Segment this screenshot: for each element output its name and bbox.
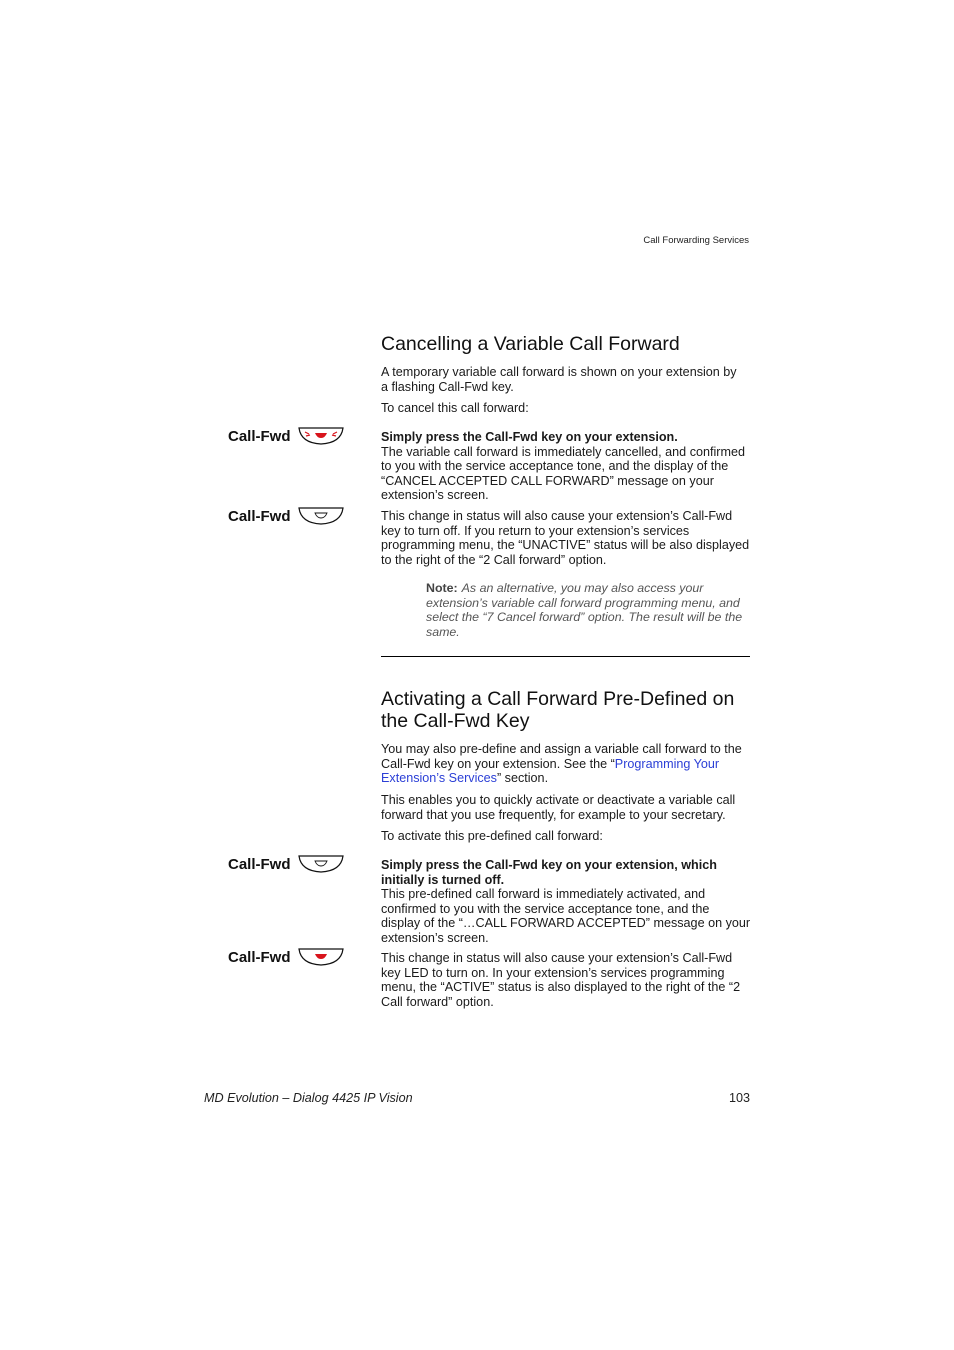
section2-step-result: This pre-defined call forward is immediately activated, and confirmed to you with the service acceptance tone, and the display of the “…CALL FORWARD ACCEPTED” message on your extension’s screen. [381, 887, 751, 945]
note-label: Note: [426, 581, 458, 595]
section2-para2: This enables you to quickly activate or deactivate a variable call forward that you use frequently, for example to your secretary. [381, 793, 736, 822]
section1-status-text: This change in status will also cause your extension’s Call-Fwd key to turn off. If you return to your extension’s services programming menu, the “UNACTIVE” status will be also displayed to the right of the “2 Call forward” option. [381, 509, 750, 567]
running-head: Call Forwarding Services [643, 235, 749, 246]
section1-step-result: The variable call forward is immediately cancelled, and confirmed to you with the service acceptance tone, and the display of the “CANCEL ACCEPTED CALL FORWARD” message on your extension’s screen. [381, 444, 745, 503]
section1-step-instruction: Simply press the Call-Fwd key on your extension. [381, 430, 678, 444]
section2-intro [381, 742, 747, 786]
key-off-icon [297, 506, 345, 526]
section2-step-instruction: Simply press the Call-Fwd key on your extension, which initially is turned off. [381, 858, 717, 887]
intro-text-before: You may also pre-define and assign a variable call forward to the Call-Fwd key on your extension. See the “ [381, 742, 742, 771]
footer-manual-title: MD Evolution – Dialog 4425 IP Vision [204, 1091, 413, 1105]
key-label: Call-Fwd [228, 855, 291, 873]
section2-lead: To activate this pre-defined call forward: [381, 829, 603, 843]
call-fwd-key-on [228, 947, 345, 967]
intro-text-after: ” section. [496, 771, 549, 786]
key-label: Call-Fwd [228, 427, 291, 445]
section2-status-text: This change in status will also cause your extension’s Call-Fwd key LED to turn on. In your extension’s services programming menu, the “ACTIVE” status is also displayed to the right of the “2 Call forward” option. [381, 951, 741, 1009]
key-on-icon [297, 947, 345, 967]
section1-intro: A temporary variable call forward is shown on your extension by a flashing Call-Fwd key. [381, 365, 737, 394]
section1-lead: To cancel this call forward: [381, 401, 529, 415]
call-fwd-key-off [228, 854, 345, 874]
section-divider [381, 656, 750, 657]
section1-note [426, 581, 754, 639]
section-title-cancel: Cancelling a Variable Call Forward [381, 333, 680, 355]
call-fwd-key-flashing [228, 426, 345, 446]
programming-services-link[interactable]: Programming Your Extension’s Services [381, 756, 720, 786]
key-flashing-icon [297, 426, 345, 446]
key-label: Call-Fwd [228, 948, 291, 966]
key-off-icon [297, 854, 345, 874]
note-text: As an alternative, you may also access your extension’s variable call forward programming menu, and select the “7 Cancel forward” option. The result will be the same. [426, 581, 743, 639]
call-fwd-key-off [228, 506, 345, 526]
section-title-activate: Activating a Call Forward Pre-Defined on the Call-Fwd Key [381, 688, 735, 732]
footer-page-number: 103 [728, 1091, 750, 1105]
key-label: Call-Fwd [228, 507, 291, 525]
